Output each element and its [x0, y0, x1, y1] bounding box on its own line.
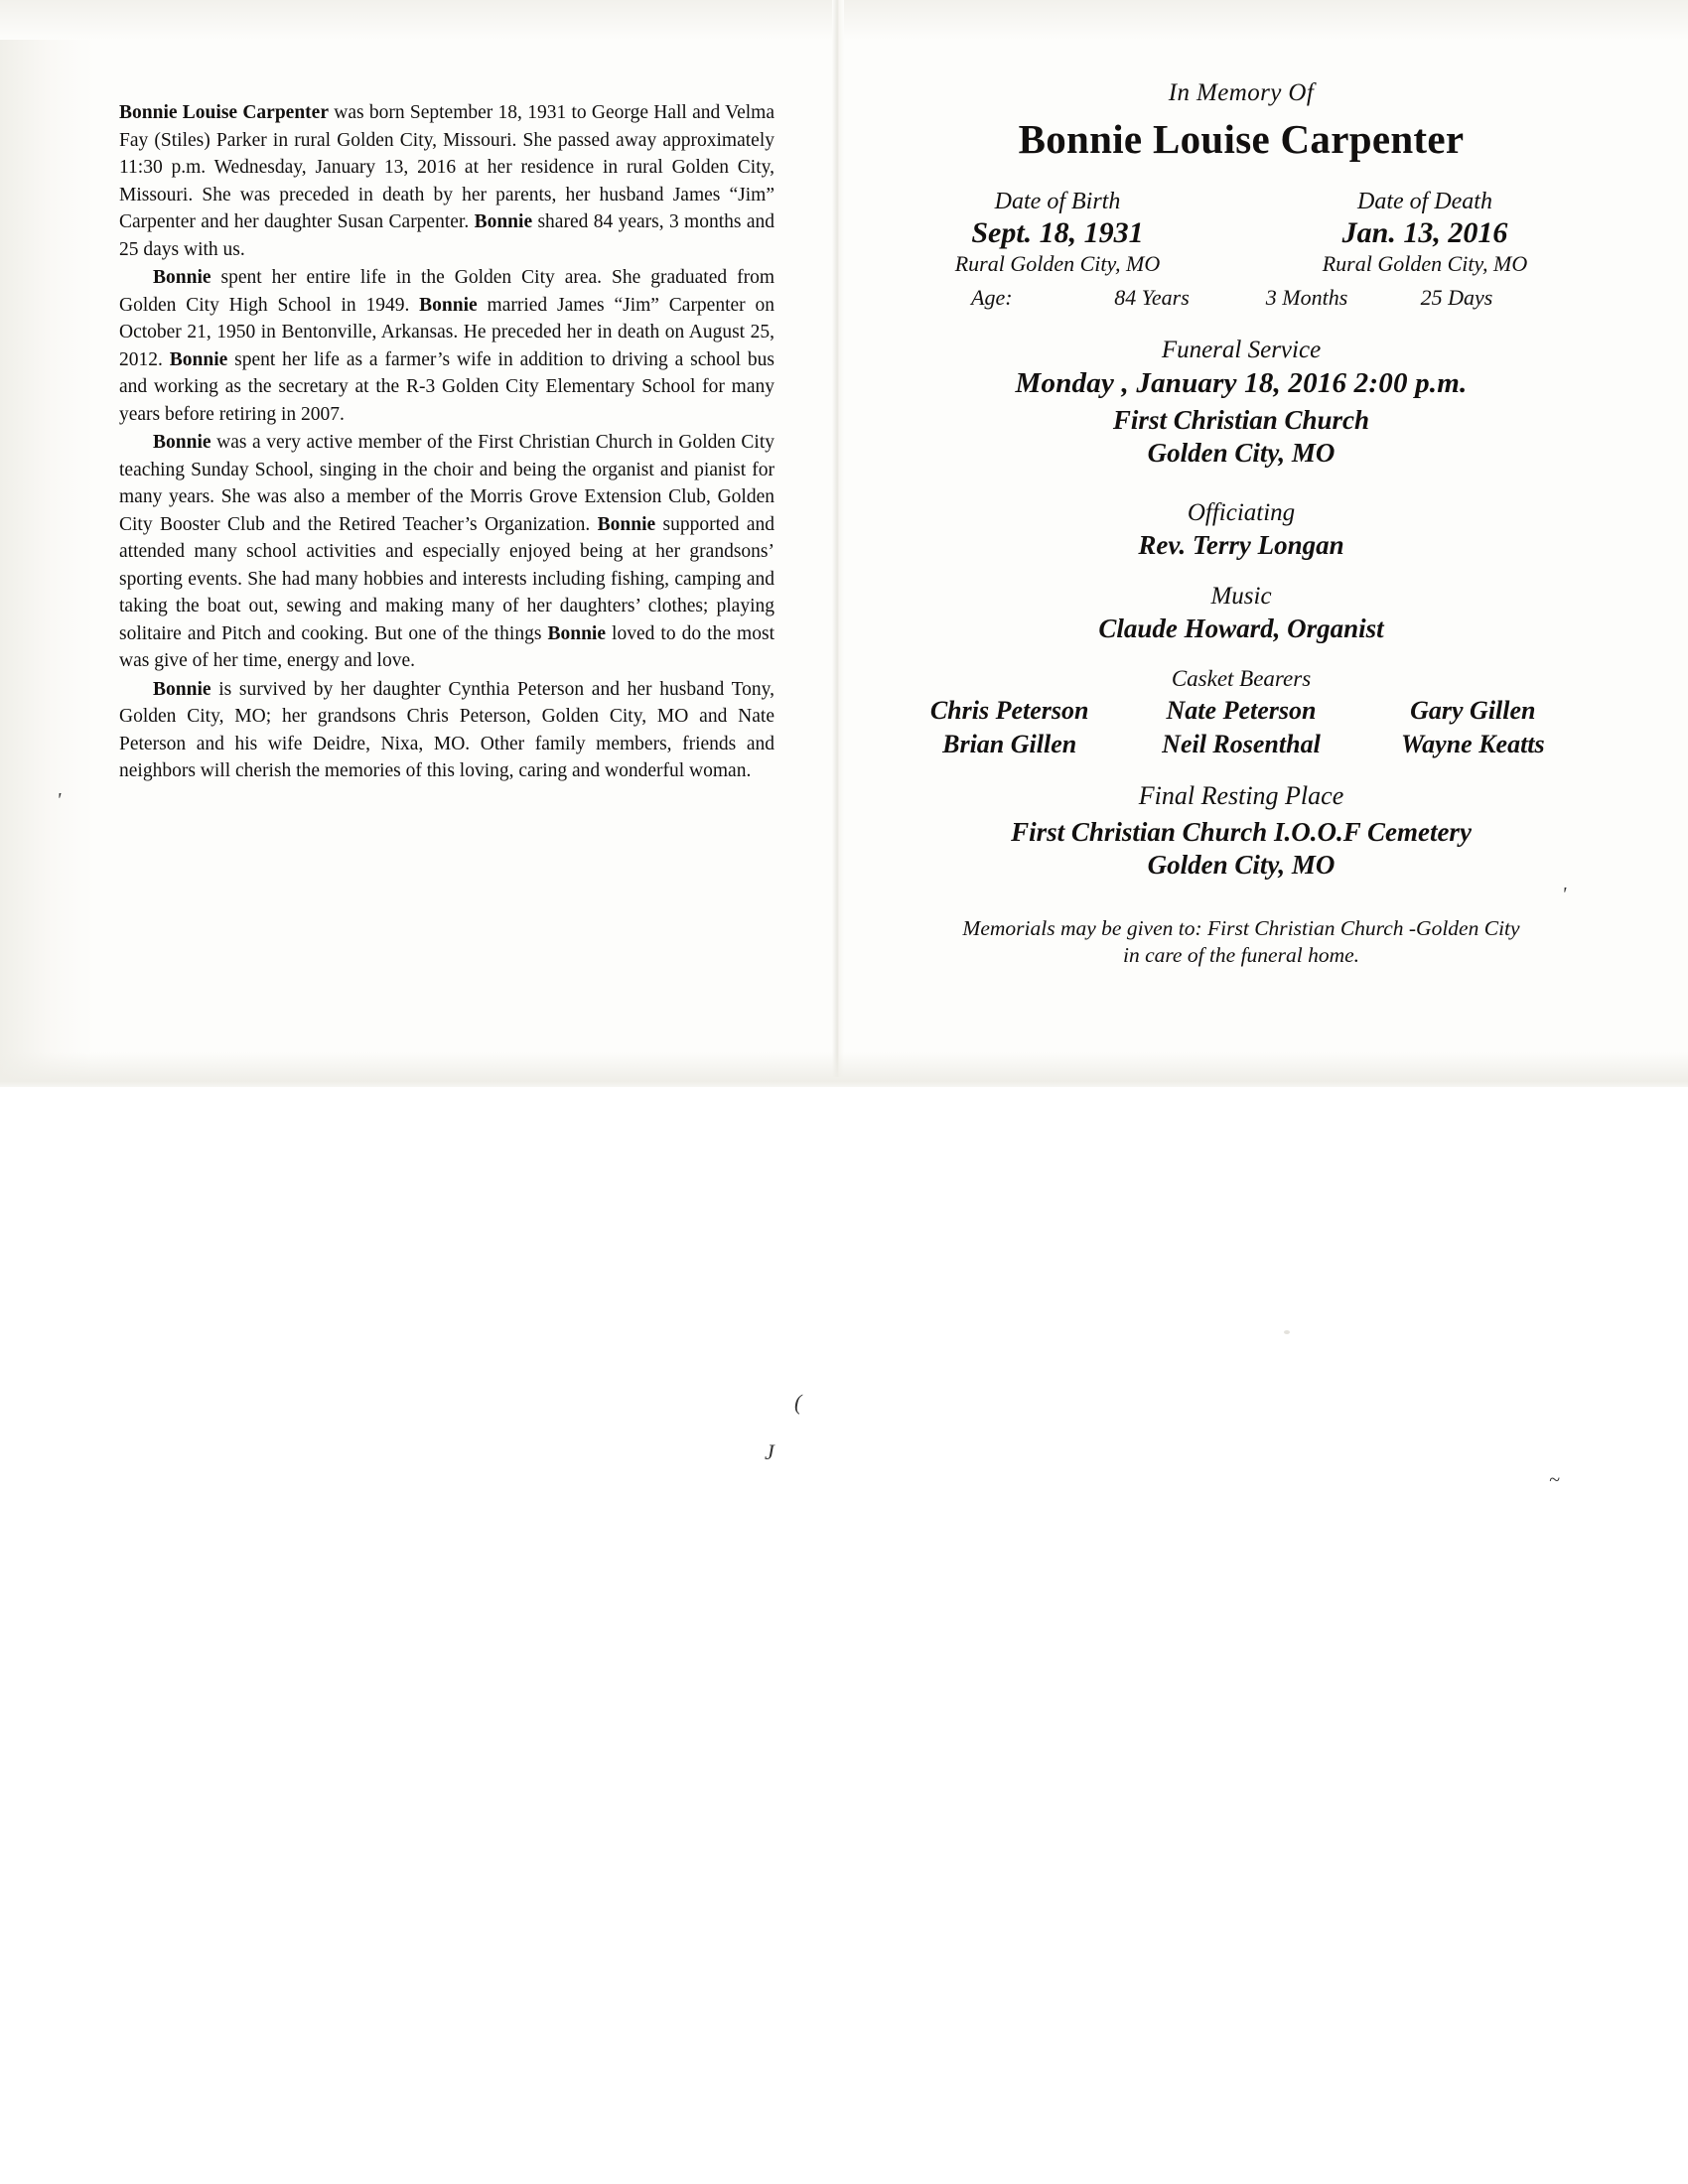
funeral-service-venue-line1: First Christian Church: [1112, 405, 1370, 435]
dates-row: [874, 189, 1609, 277]
funeral-service-label: Funeral Service: [1161, 337, 1322, 363]
memorial-program: [874, 79, 1609, 969]
age-days: 25 Days: [1420, 285, 1493, 310]
date-of-death-value: Jan. 13, 2016: [1341, 216, 1508, 249]
memorials-note: [874, 915, 1609, 969]
obituary-text: [119, 99, 774, 786]
obituary-paragraph-4: Bonnie is survived by her daughter Cynthia Peterson and her husband Tony, Golden City, MO; her grandsons Chris Peterson, Golden City, MO and Nate Peterson and his wife Deidre, Nixa, MO. Other family members, friends and neighbors will cherish the memories of this loving, caring and wonderful woman.: [119, 678, 774, 781]
casket-bearer: Brian Gillen: [942, 730, 1077, 758]
scan-mark: J: [765, 1439, 774, 1464]
memorials-line2: in care of the funeral home.: [1122, 943, 1360, 967]
scan-edge-shadow-top: [0, 0, 1688, 40]
date-of-birth-value: Sept. 18, 1931: [971, 216, 1144, 249]
officiating-label: Officiating: [1187, 499, 1296, 526]
final-resting-place-line1: First Christian Church I.O.O.F Cemetery: [1011, 817, 1472, 847]
age-row: [874, 285, 1609, 311]
age-years: 84 Years: [1114, 285, 1190, 310]
age-months: 3 Months: [1265, 285, 1348, 310]
casket-bearer: Gary Gillen: [1410, 696, 1536, 725]
obituary-paragraph-3: Bonnie was a very active member of the First Christian Church in Golden City teaching Sunday School, singing in the choir and being the organist and pianist for many years. She was also a member of the Morris Grove Extension Club, Golden City Booster Club and the Retired Teacher’s Organization. Bonnie supported and attended many school activities and especially enjoyed being at her grandsons’ sporting events. She had many hobbies and interests including fishing, camping and taking the boat out, sewing and making many of her daughters’ clothes; playing solitaire and Pitch and cooking. But one of the things Bonnie loved to do the most was give of her time, energy and love.: [119, 432, 774, 671]
date-of-birth-block: [918, 189, 1196, 277]
music-name: Claude Howard, Organist: [1098, 614, 1384, 643]
scan-mark: ': [57, 789, 62, 811]
funeral-service-venue-line2: Golden City, MO: [1147, 438, 1336, 468]
music-label: Music: [1210, 583, 1272, 610]
officiating-name: Rev. Terry Longan: [1138, 530, 1344, 560]
scan-mark: ': [1562, 884, 1567, 905]
scan-mark: ~: [1549, 1469, 1560, 1491]
casket-bearer: Neil Rosenthal: [1162, 730, 1321, 758]
scan-edge-shadow-left: [0, 0, 94, 1087]
memorials-line1: Memorials may be given to: First Christian Church -Golden City: [962, 916, 1520, 940]
death-place: Rural Golden City, MO: [1322, 251, 1528, 276]
birth-place: Rural Golden City, MO: [954, 251, 1161, 276]
obituary-paragraph-1: Bonnie Louise Carpenter was born September 18, 1931 to George Hall and Velma Fay (Stiles) Parker in rural Golden City, Missouri. She passed away approximately 11:30 p.m. Wednesday, January 13, 2016 at her residence in rural Golden City, Missouri. She was preceded in death by her parents, her husband James “Jim” Carpenter and her daughter Susan Carpenter. Bonnie shared 84 years, 3 months and 25 days with us.: [119, 102, 774, 260]
final-resting-place-label: Final Resting Place: [1138, 781, 1344, 810]
casket-bearer: Chris Peterson: [929, 696, 1089, 725]
in-memory-of-label: In Memory Of: [1168, 79, 1315, 106]
scanner-background: [0, 1087, 1688, 2184]
casket-bearers-list: [894, 696, 1589, 759]
scan-speck: [1284, 1330, 1290, 1334]
casket-bearer: Wayne Keatts: [1400, 730, 1545, 758]
scanned-page: [0, 0, 1688, 1087]
date-of-birth-label: Date of Birth: [994, 189, 1121, 214]
date-of-death-label: Date of Death: [1357, 189, 1492, 214]
casket-bearer: Nate Peterson: [1166, 696, 1317, 725]
deceased-name: Bonnie Louise Carpenter: [1018, 116, 1465, 162]
casket-bearers-label: Casket Bearers: [1171, 666, 1312, 691]
date-of-death-block: [1286, 189, 1564, 277]
page-fold-crease: [832, 0, 844, 1077]
scan-mark: (: [794, 1390, 802, 1415]
final-resting-place-line2: Golden City, MO: [1147, 850, 1336, 880]
obituary-paragraph-2: Bonnie spent her entire life in the Golden City area. She graduated from Golden City High School in 1949. Bonnie married James “Jim” Carpenter on October 21, 1950 in Bentonville, Arkansas. He preceded her in death on August 25, 2012. Bonnie spent her life as a farmer’s wife in addition to driving a school bus and working as the secretary at the R-3 Golden City Elementary School for many years before retiring in 2007.: [119, 267, 774, 425]
funeral-service-datetime: Monday , January 18, 2016 2:00 p.m.: [1015, 367, 1468, 399]
age-label: Age:: [971, 285, 1013, 310]
